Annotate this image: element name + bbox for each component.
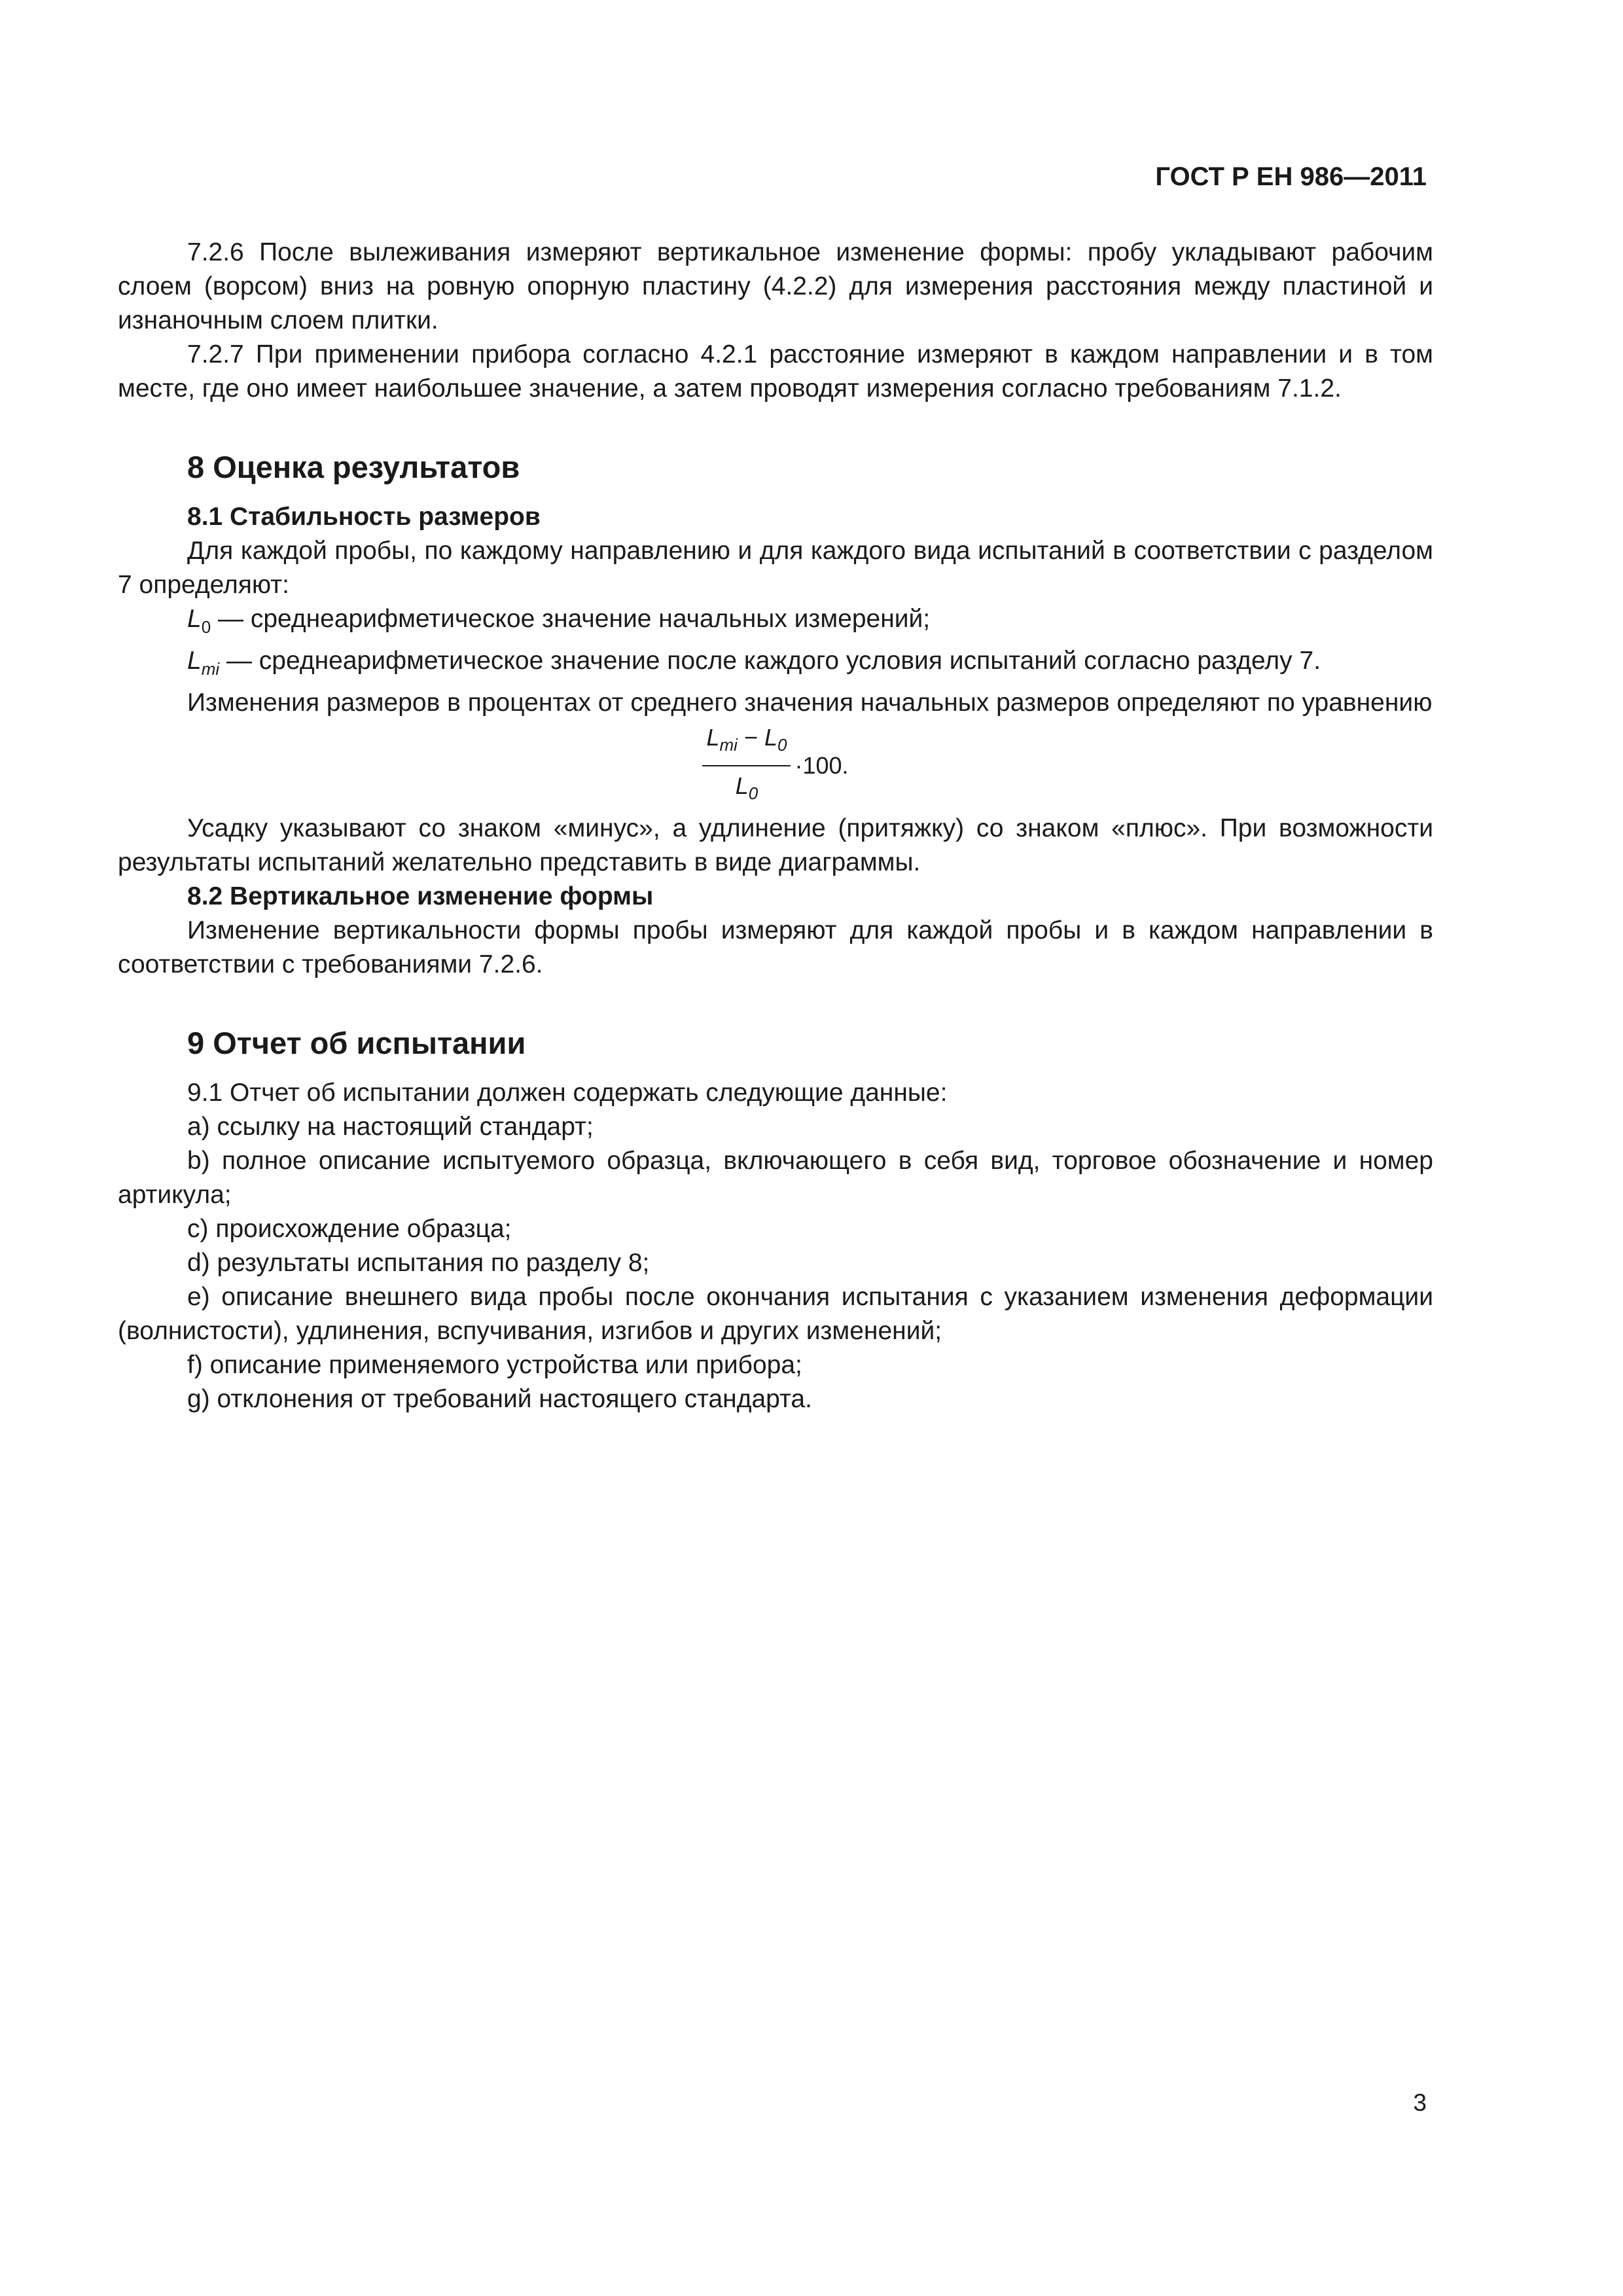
subsection-8-1-heading: 8.1 Стабильность размеров (187, 503, 541, 531)
paragraph-7-2-6: 7.2.6 После вылеживания измеряют вертикальное изменение формы: пробу укладывают рабочим слоем (ворсом) вниз на ровную опорную пластину (4.2.2) для измерения расстояния между пластиной и изнаночным слоем плитки. (118, 238, 1433, 334)
formula-multiplier: ·100. (794, 751, 849, 779)
paragraph-9-1: 9.1 Отчет об испытании должен содержать следующие данные: (187, 1078, 948, 1107)
section-9-heading: 9 Отчет об испытании (187, 1025, 526, 1060)
definition-l0 (118, 602, 1433, 644)
document-code-header: ГОСТ Р ЕН 986—2011 (1155, 162, 1427, 191)
list-item-e: e) описание внешнего вида пробы после окончания испытания с указанием изменения деформации (волнистости), удлинения, вспучивания, изгибов и других изменений; (118, 1282, 1433, 1345)
section-8-heading: 8 Оценка результатов (187, 450, 520, 484)
size-change-formula (118, 720, 1433, 812)
list-item-g: g) отклонения от требований настоящего стандарта. (187, 1384, 812, 1413)
definition-lmi (118, 644, 1433, 686)
paragraph-8-1-intro: Для каждой пробы, по каждому направлению и для каждого вида испытаний в соответствии с разделом 7 определяют: (118, 537, 1433, 599)
l0-symbol: L (187, 605, 202, 633)
paragraph-8-1-equation-intro: Изменения размеров в процентах от среднего значения начальных размеров определяют по уравнению (187, 688, 1433, 717)
list-item-d: d) результаты испытания по разделу 8; (187, 1248, 650, 1277)
page-body (118, 236, 1433, 1416)
paragraph-7-2-7: 7.2.7 При применении прибора согласно 4.2.1 расстояние измеряют в каждом направлении и в том месте, где оно имеет наибольшее значение, а затем проводят измерения согласно требованиям 7.1.2. (118, 340, 1433, 403)
list-item-c: c) происхождение образца; (187, 1214, 512, 1243)
paragraph-8-2: Изменение вертикальности формы пробы измеряют для каждой пробы и в каждом направлении в соответствии с требованиями 7.2.6. (118, 916, 1433, 978)
page-number: 3 (1413, 2089, 1427, 2116)
paragraph-8-1-sign-note: Усадку указывают со знаком «минус», а удлинение (притяжку) со знаком «плюс». При возможности результаты испытаний желательно представить в виде диаграммы. (118, 814, 1433, 876)
lmi-subscript: mi (201, 658, 220, 679)
subsection-8-2-heading: 8.2 Вертикальное изменение формы (187, 882, 654, 910)
formula-numerator: $L_{mi} - L_0$ (702, 721, 791, 766)
l0-subscript: 0 (201, 617, 211, 637)
formula-denominator: $L_0$ (735, 772, 758, 803)
lmi-definition-text: — среднеарифметическое значение после каждого условия испытаний согласно разделу 7. (219, 646, 1321, 675)
list-item-f: f) описание применяемого устройства или прибора; (187, 1350, 802, 1379)
list-item-a: a) ссылку на настоящий стандарт; (187, 1112, 594, 1141)
lmi-symbol: L (187, 646, 202, 675)
list-item-b: b) полное описание испытуемого образца, включающего в себя вид, торговое обозначение и номер артикула; (118, 1146, 1433, 1209)
l0-definition-text: — среднеарифметическое значение начальных измерений; (211, 605, 931, 633)
formula-fraction (702, 721, 791, 810)
